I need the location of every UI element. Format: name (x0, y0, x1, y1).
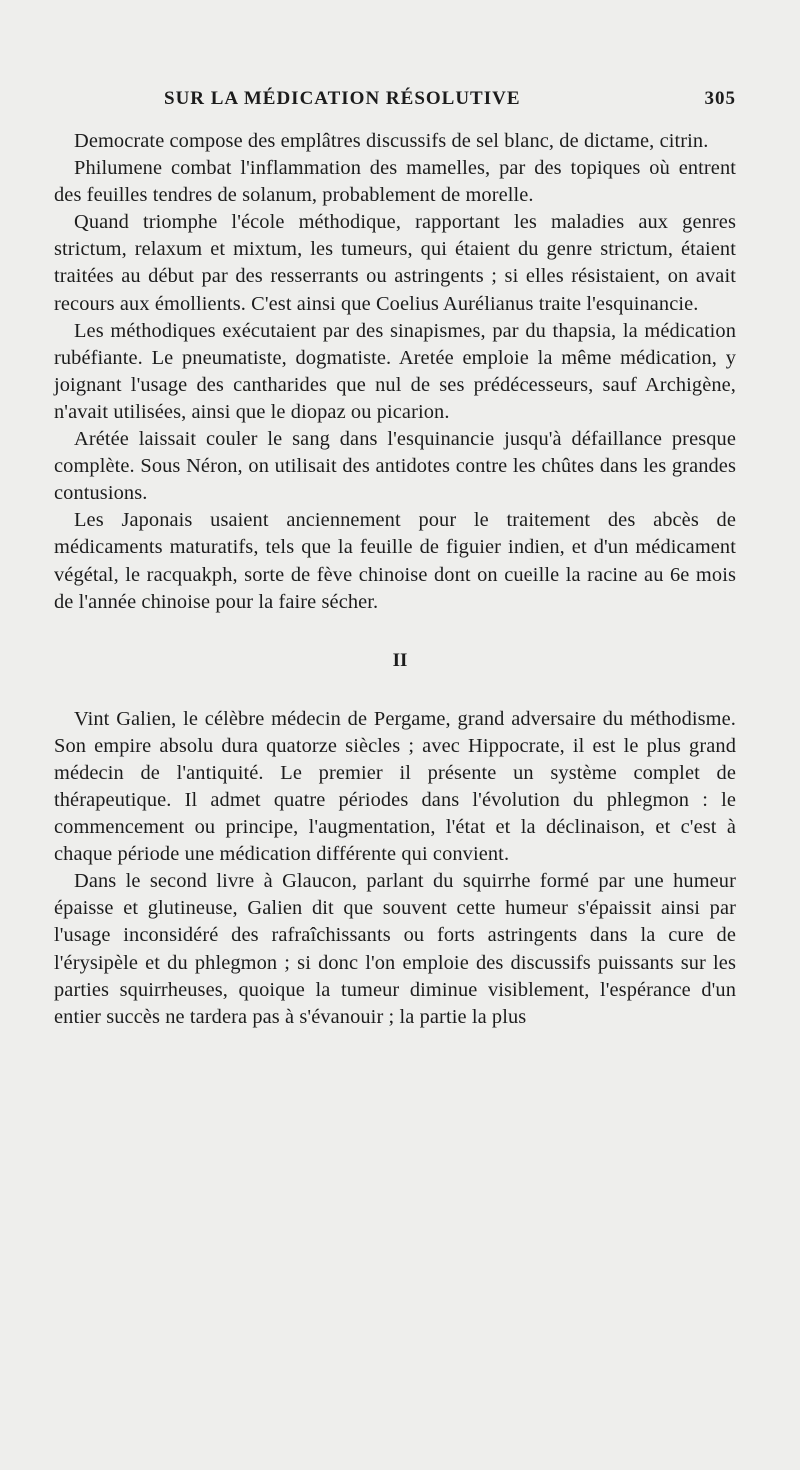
paragraph-democrate: Democrate compose des emplâtres discussifs de sel blanc, de dictame, citrin. (74, 130, 709, 152)
section-heading: II (392, 649, 408, 671)
running-title: SUR LA MÉDICATION RÉSOLUTIVE (164, 88, 521, 109)
paragraph-aretee: Arétée laissait couler le sang dans l'esquinancie jusqu'à défaillance presque complète. Sous Néron, on utilisait des antidotes contre les chûtes dans les grandes contusions. (54, 428, 736, 505)
paragraph-ecole-methodique: Quand triomphe l'école méthodique, rapportant les maladies aux genres strictum, relaxum et mixtum, les tumeurs, qui étaient du genre strictum, étaient traitées au début par des resserrants ou astringents ; si elles résistaient, on avait recours aux émollients. C'est ainsi que Coelius Aurélianus traite l'esquinancie. (54, 211, 736, 315)
paragraph-glaucon: Dans le second livre à Glaucon, parlant du squirrhe formé par une humeur épaisse et glutineuse, Galien dit que souvent cette humeur s'épaissit ainsi par l'usage inconsidéré des rafraîchissants ou forts astringents dans la cure de l'érysipèle et du phlegmon ; si donc l'on emploie des discussifs puissants sur les parties squirrheuses, quoique la tumeur diminue visiblement, l'espérance d'un entier succès ne tardera pas à s'évanouir ; la partie la plus (54, 870, 736, 1028)
paragraph-philumene: Philumene combat l'inflammation des mamelles, par des topiques où entrent des feuilles tendres de solanum, probablement de morelle. (54, 157, 736, 207)
paragraph-japonais: Les Japonais usaient anciennement pour le traitement des abcès de médicaments maturatifs, tels que la feuille de figuier indien, et d'un médicament végétal, le racquakph, sorte de fève chinoise dont on cueille la racine au 6e mois de l'année chinoise pour la faire sécher. (54, 509, 736, 613)
page-number: 305 (704, 88, 736, 109)
paragraph-galien: Vint Galien, le célèbre médecin de Pergame, grand adversaire du méthodisme. Son empire absolu dura quatorze siècles ; avec Hippocrate, il est le plus grand médecin de l'antiquité. Le premier il présente un système complet de thérapeutique. Il admet quatre périodes dans l'évolution du phlegmon : le commencement ou principe, l'augmentation, l'état et la déclinaison, et c'est à chaque période une médication différente qui convient. (54, 707, 736, 866)
running-header (54, 88, 736, 128)
paragraph-methodiques: Les méthodiques exécutaient par des sinapismes, par du thapsia, la médication rubéfiante. Le pneumatiste, dogmatiste. Aretée emploie la même médication, y joignant l'usage des cantharides que nul de ses prédécesseurs, sauf Archigène, n'avait utilisées, ainsi que le diopaz ou picarion. (54, 319, 736, 423)
